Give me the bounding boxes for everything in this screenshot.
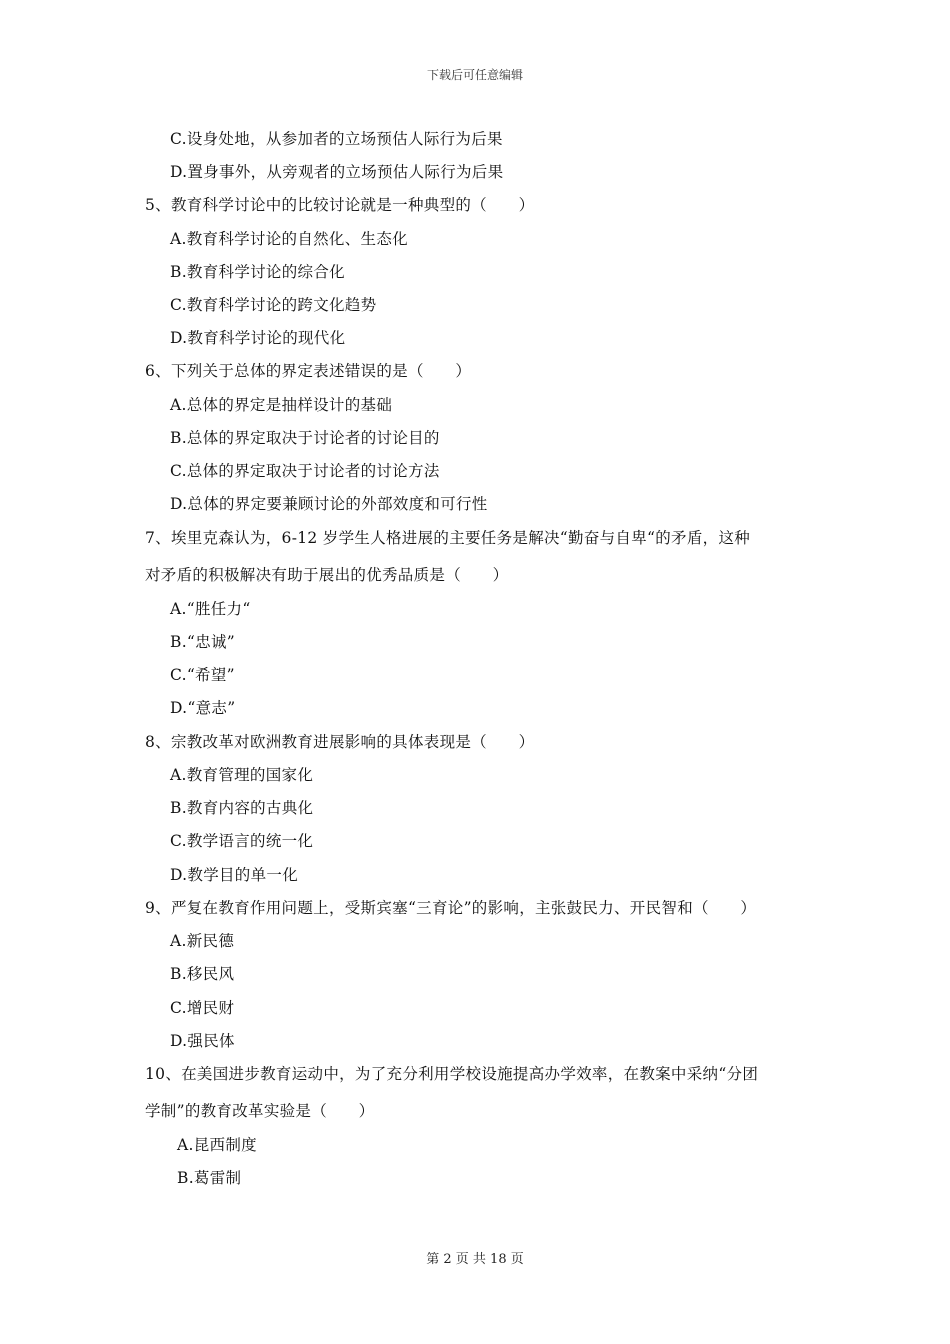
option-line: B.“忠诚” (170, 633, 235, 651)
option-line: D.“意志” (170, 699, 236, 717)
option-line: C.总体的界定取决于讨论者的讨论方法 (170, 462, 440, 480)
option-line: A.教育科学讨论的自然化、生态化 (170, 230, 408, 248)
option-line: A.“胜任力“ (170, 600, 251, 618)
option-line: A.昆西制度 (177, 1136, 257, 1154)
option-line: C.教学语言的统一化 (170, 832, 314, 850)
option-line: B.教育科学讨论的综合化 (170, 263, 345, 281)
question-line: 5、教育科学讨论中的比较讨论就是一种典型的（ ） (145, 196, 535, 214)
option-line: B.移民风 (170, 965, 235, 983)
question-line: 9、严复在教育作用问题上，受斯宾塞“三育论”的影响，主张鼓民力、开民智和（ ） (145, 899, 757, 917)
page-header: 下载后可任意编辑 (426, 68, 523, 82)
option-line: A.新民德 (170, 932, 235, 950)
option-line: C.增民财 (170, 999, 235, 1017)
option-line: D.总体的界定要兼顾讨论的外部效度和可行性 (170, 495, 488, 513)
option-line: B.教育内容的古典化 (170, 799, 314, 817)
option-line: A.总体的界定是抽样设计的基础 (170, 396, 393, 414)
option-line: B.葛雷制 (177, 1169, 242, 1187)
option-line: D.教育科学讨论的现代化 (170, 329, 346, 347)
page-footer: 第 2 页 共 18 页 (426, 1252, 524, 1267)
question-line: 7、埃里克森认为，6-12 岁学生人格进展的主要任务是解决“勤奋与自卑“的矛盾，这种 (145, 529, 751, 547)
option-line: A.教育管理的国家化 (170, 766, 314, 784)
option-line: B.总体的界定取决于讨论者的讨论目的 (170, 429, 440, 447)
option-line: C.设身处地，从参加者的立场预估人际行为后果 (170, 130, 503, 148)
option-line: D.强民体 (170, 1032, 235, 1050)
question-line: 对矛盾的积极解决有助于展出的优秀品质是（ ） (145, 566, 509, 584)
question-line: 6、下列关于总体的界定表述错误的是（ ） (145, 362, 472, 380)
question-line: 8、宗教改革对欧洲教育进展影响的具体表现是（ ） (145, 733, 535, 751)
option-line: C.教育科学讨论的跨文化趋势 (170, 296, 377, 314)
question-line: 10、在美国进步教育运动中，为了充分利用学校设施提高办学效率，在教案中采纳“分团 (145, 1065, 759, 1083)
option-line: D.置身事外，从旁观者的立场预估人际行为后果 (170, 163, 504, 181)
option-line: C.“希望” (170, 666, 235, 684)
question-line: 学制”的教育改革实验是（ ） (145, 1102, 375, 1120)
option-line: D.教学目的单一化 (170, 866, 299, 884)
